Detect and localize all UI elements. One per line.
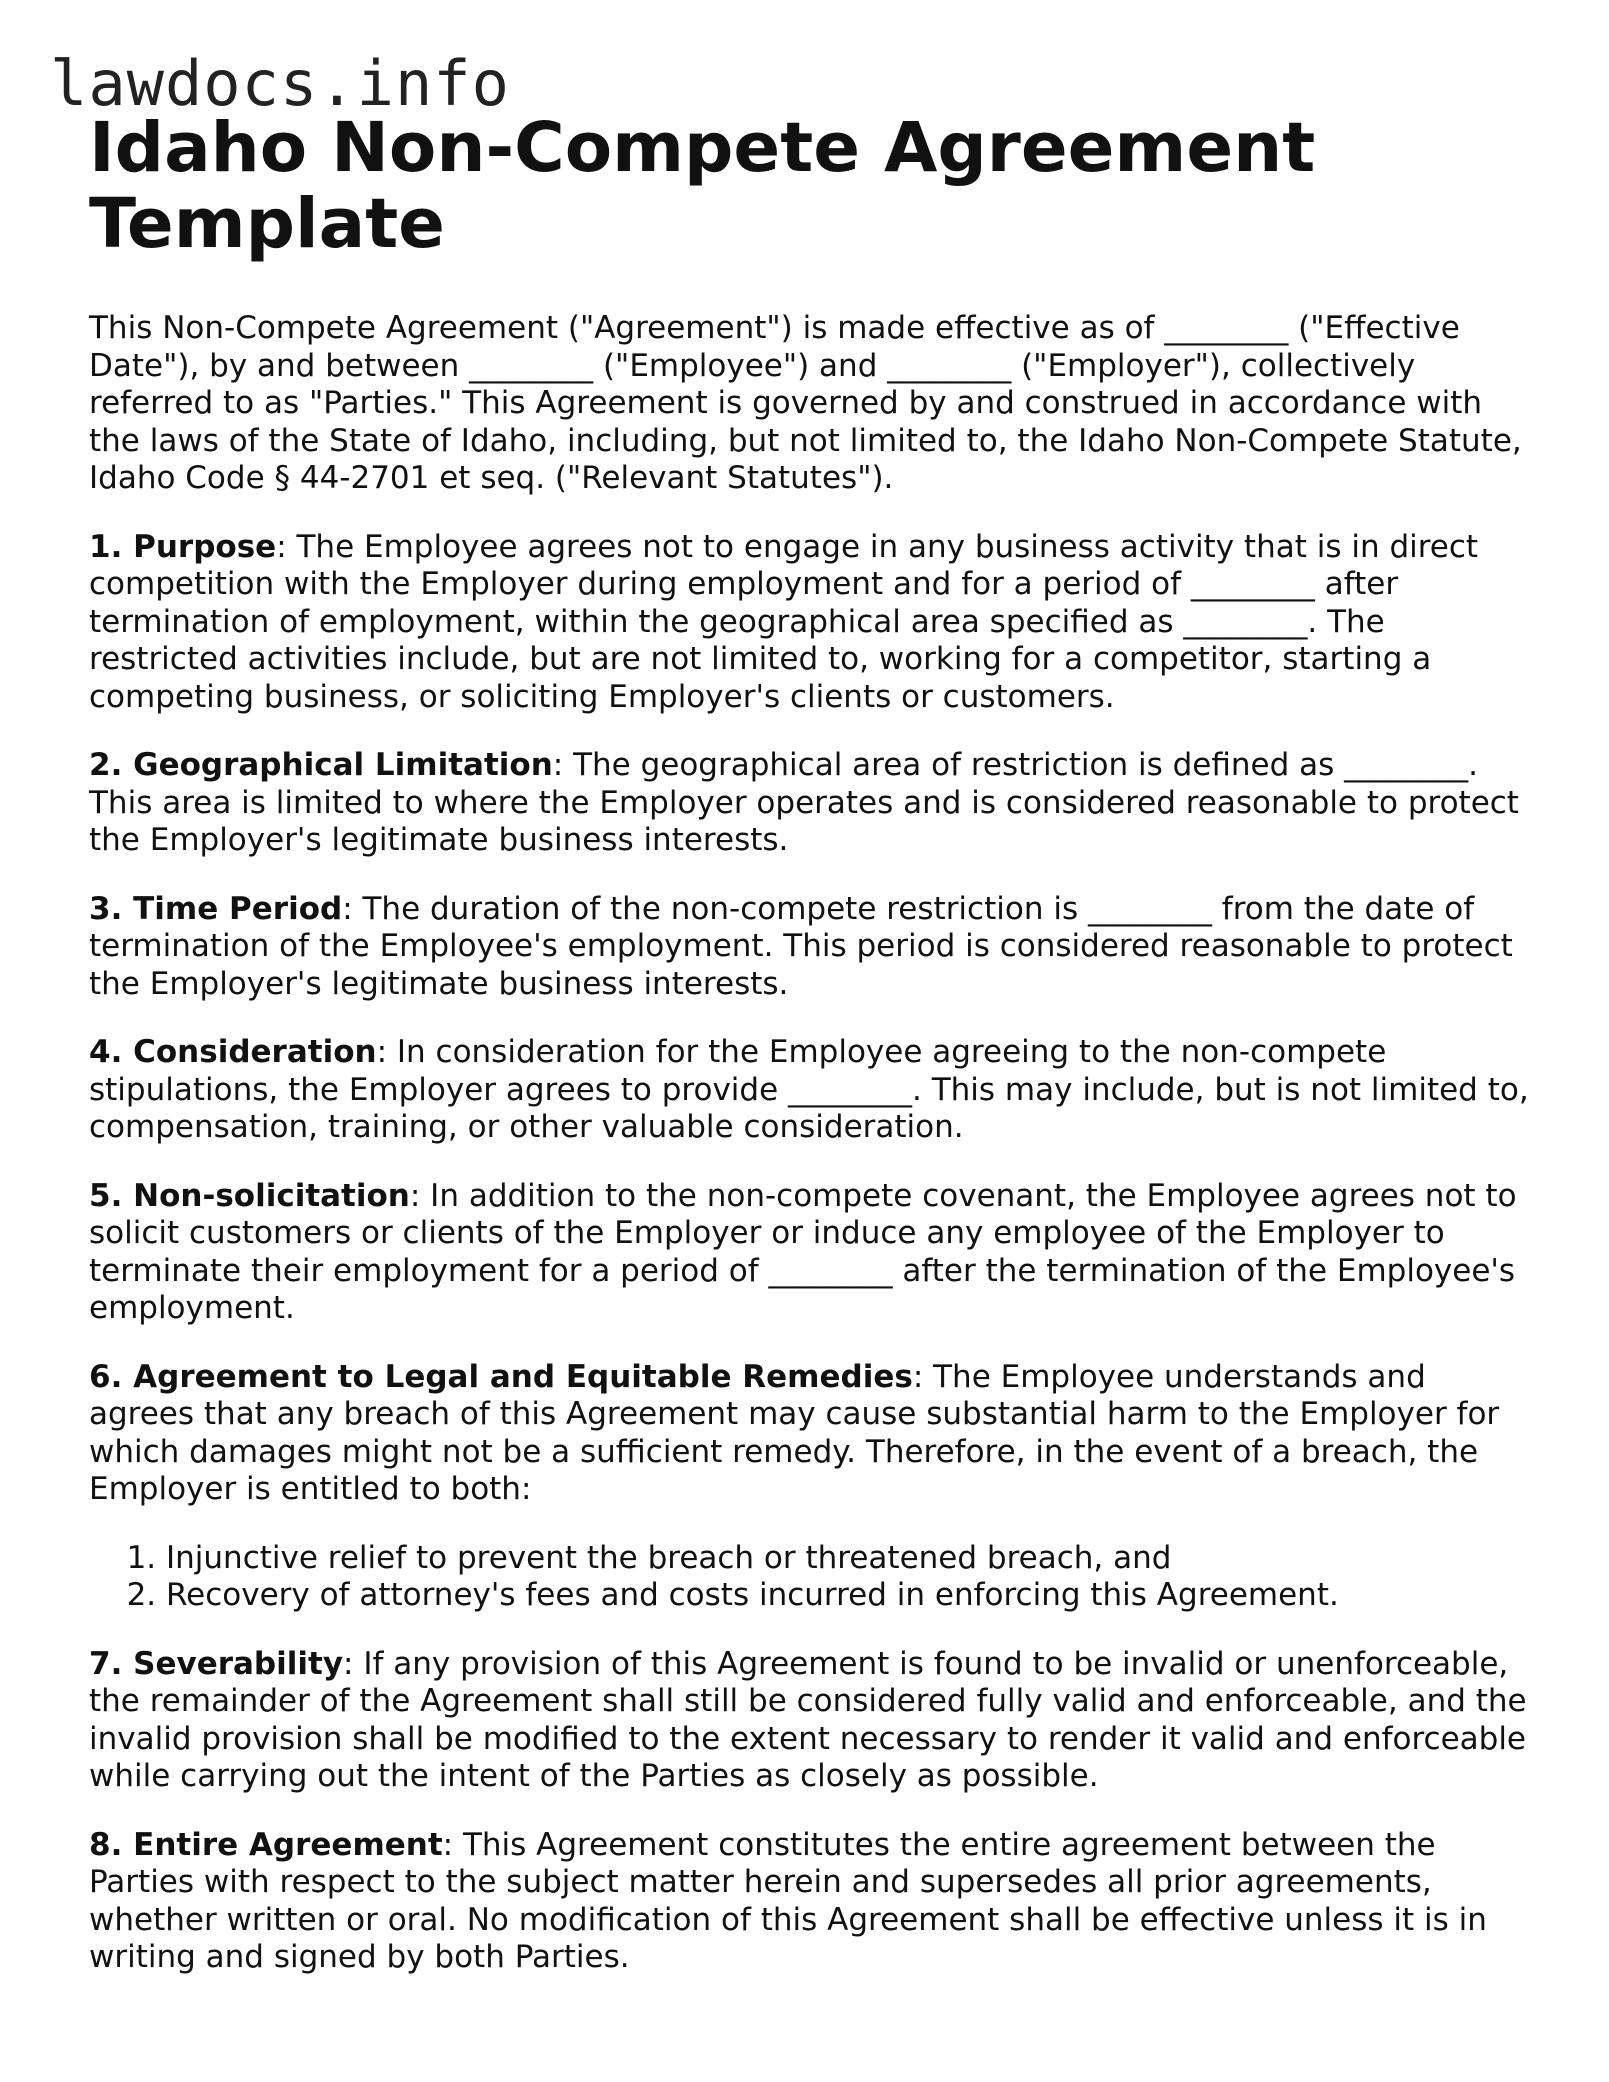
section-geographical-limitation <box>89 747 1529 860</box>
list-item: 1. Injunctive relief to prevent the breach or threatened breach, and <box>166 1540 1529 1578</box>
page-title: Idaho Non-Compete Agreement Template <box>89 108 1316 264</box>
section-heading: 6. Agreement to Legal and Equitable Remedies <box>89 1358 913 1395</box>
site-watermark: lawdocs.info <box>50 47 510 120</box>
section-text: : The Employee agrees not to engage in any business activity that is in direct competition with the Employer during employment and for a period of ________ after termination of employment, within the geographical area specified as ________. The restricted activities include, but are not limited to, working for a competitor, starting a competing business, or soliciting Employer's clients or customers. <box>89 528 1479 715</box>
section-text: : In addition to the non-compete covenant, the Employee agrees not to solicit customers or clients of the Employer or induce any employee of the Employer to terminate their employment for a period of ________ after the termination of the Employee's employment. <box>89 1177 1517 1326</box>
section-heading: 7. Severability <box>89 1645 344 1682</box>
section-consideration <box>89 1034 1529 1147</box>
section-text: : The Employee understands and agrees that any breach of this Agreement may cause substantial harm to the Employer for which damages might not be a sufficient remedy. Therefore, in the event of a breach, the Employer is entitled to both: <box>89 1358 1500 1507</box>
section-purpose <box>89 529 1529 717</box>
section-remedies <box>89 1359 1529 1509</box>
section-heading: 1. Purpose <box>89 528 277 565</box>
section-text: : This Agreement constitutes the entire agreement between the Parties with respect to the subject matter herein and supersedes all prior agreements, whether written or oral. No modification of this Agreement shall be effective unless it is in writing and signed by both Parties. <box>89 1826 1487 1975</box>
remedies-list <box>89 1540 1529 1615</box>
section-text: : In consideration for the Employee agreeing to the non-compete stipulations, the Employer agrees to provide ________. This may include, but is not limited to, compensation, training, or other valuable consideration. <box>89 1034 1529 1145</box>
section-text: : The duration of the non-compete restriction is ________ from the date of termination of the Employee's employment. This period is considered reasonable to protect the Employer's legitimate business interests. <box>89 890 1513 1002</box>
section-text: : The geographical area of restriction is defined as ________. This area is limited to where the Employer operates and is considered reasonable to protect the Employer's legitimate business interests. <box>89 747 1519 858</box>
section-time-period <box>89 891 1529 1004</box>
section-severability <box>89 1646 1529 1796</box>
list-item: 2. Recovery of attorney's fees and costs incurred in enforcing this Agreement. <box>166 1577 1529 1615</box>
section-heading: 8. Entire Agreement <box>89 1826 443 1863</box>
section-heading: 5. Non-solicitation <box>89 1177 410 1214</box>
document-body <box>89 110 1529 1977</box>
section-text: : If any provision of this Agreement is found to be invalid or unenforceable, the remainder of the Agreement shall still be considered fully valid and enforceable, and the invalid provision shall be modified to the extent necessary to render it valid and enforceable while carrying out the intent of the Parties as closely as possible. <box>89 1645 1527 1794</box>
intro-paragraph: This Non-Compete Agreement ("Agreement") is made effective as of ________ ("Effective Date"), by and between ________ ("Employee") and ________ ("Employer"), collectively referred to as "Parties." This Agreement is governed by and construed in accordance with the laws of the State of Idaho, including, but not limited to, the Idaho Non-Compete Statute, Idaho Code § 44-2701 et seq. ("Relevant Statutes"). <box>89 310 1522 496</box>
section-heading: 3. Time Period <box>89 890 343 927</box>
section-heading: 2. Geographical Limitation <box>89 747 553 783</box>
section-non-solicitation <box>89 1178 1529 1328</box>
section-heading: 4. Consideration <box>89 1034 377 1070</box>
section-entire-agreement <box>89 1827 1529 1977</box>
